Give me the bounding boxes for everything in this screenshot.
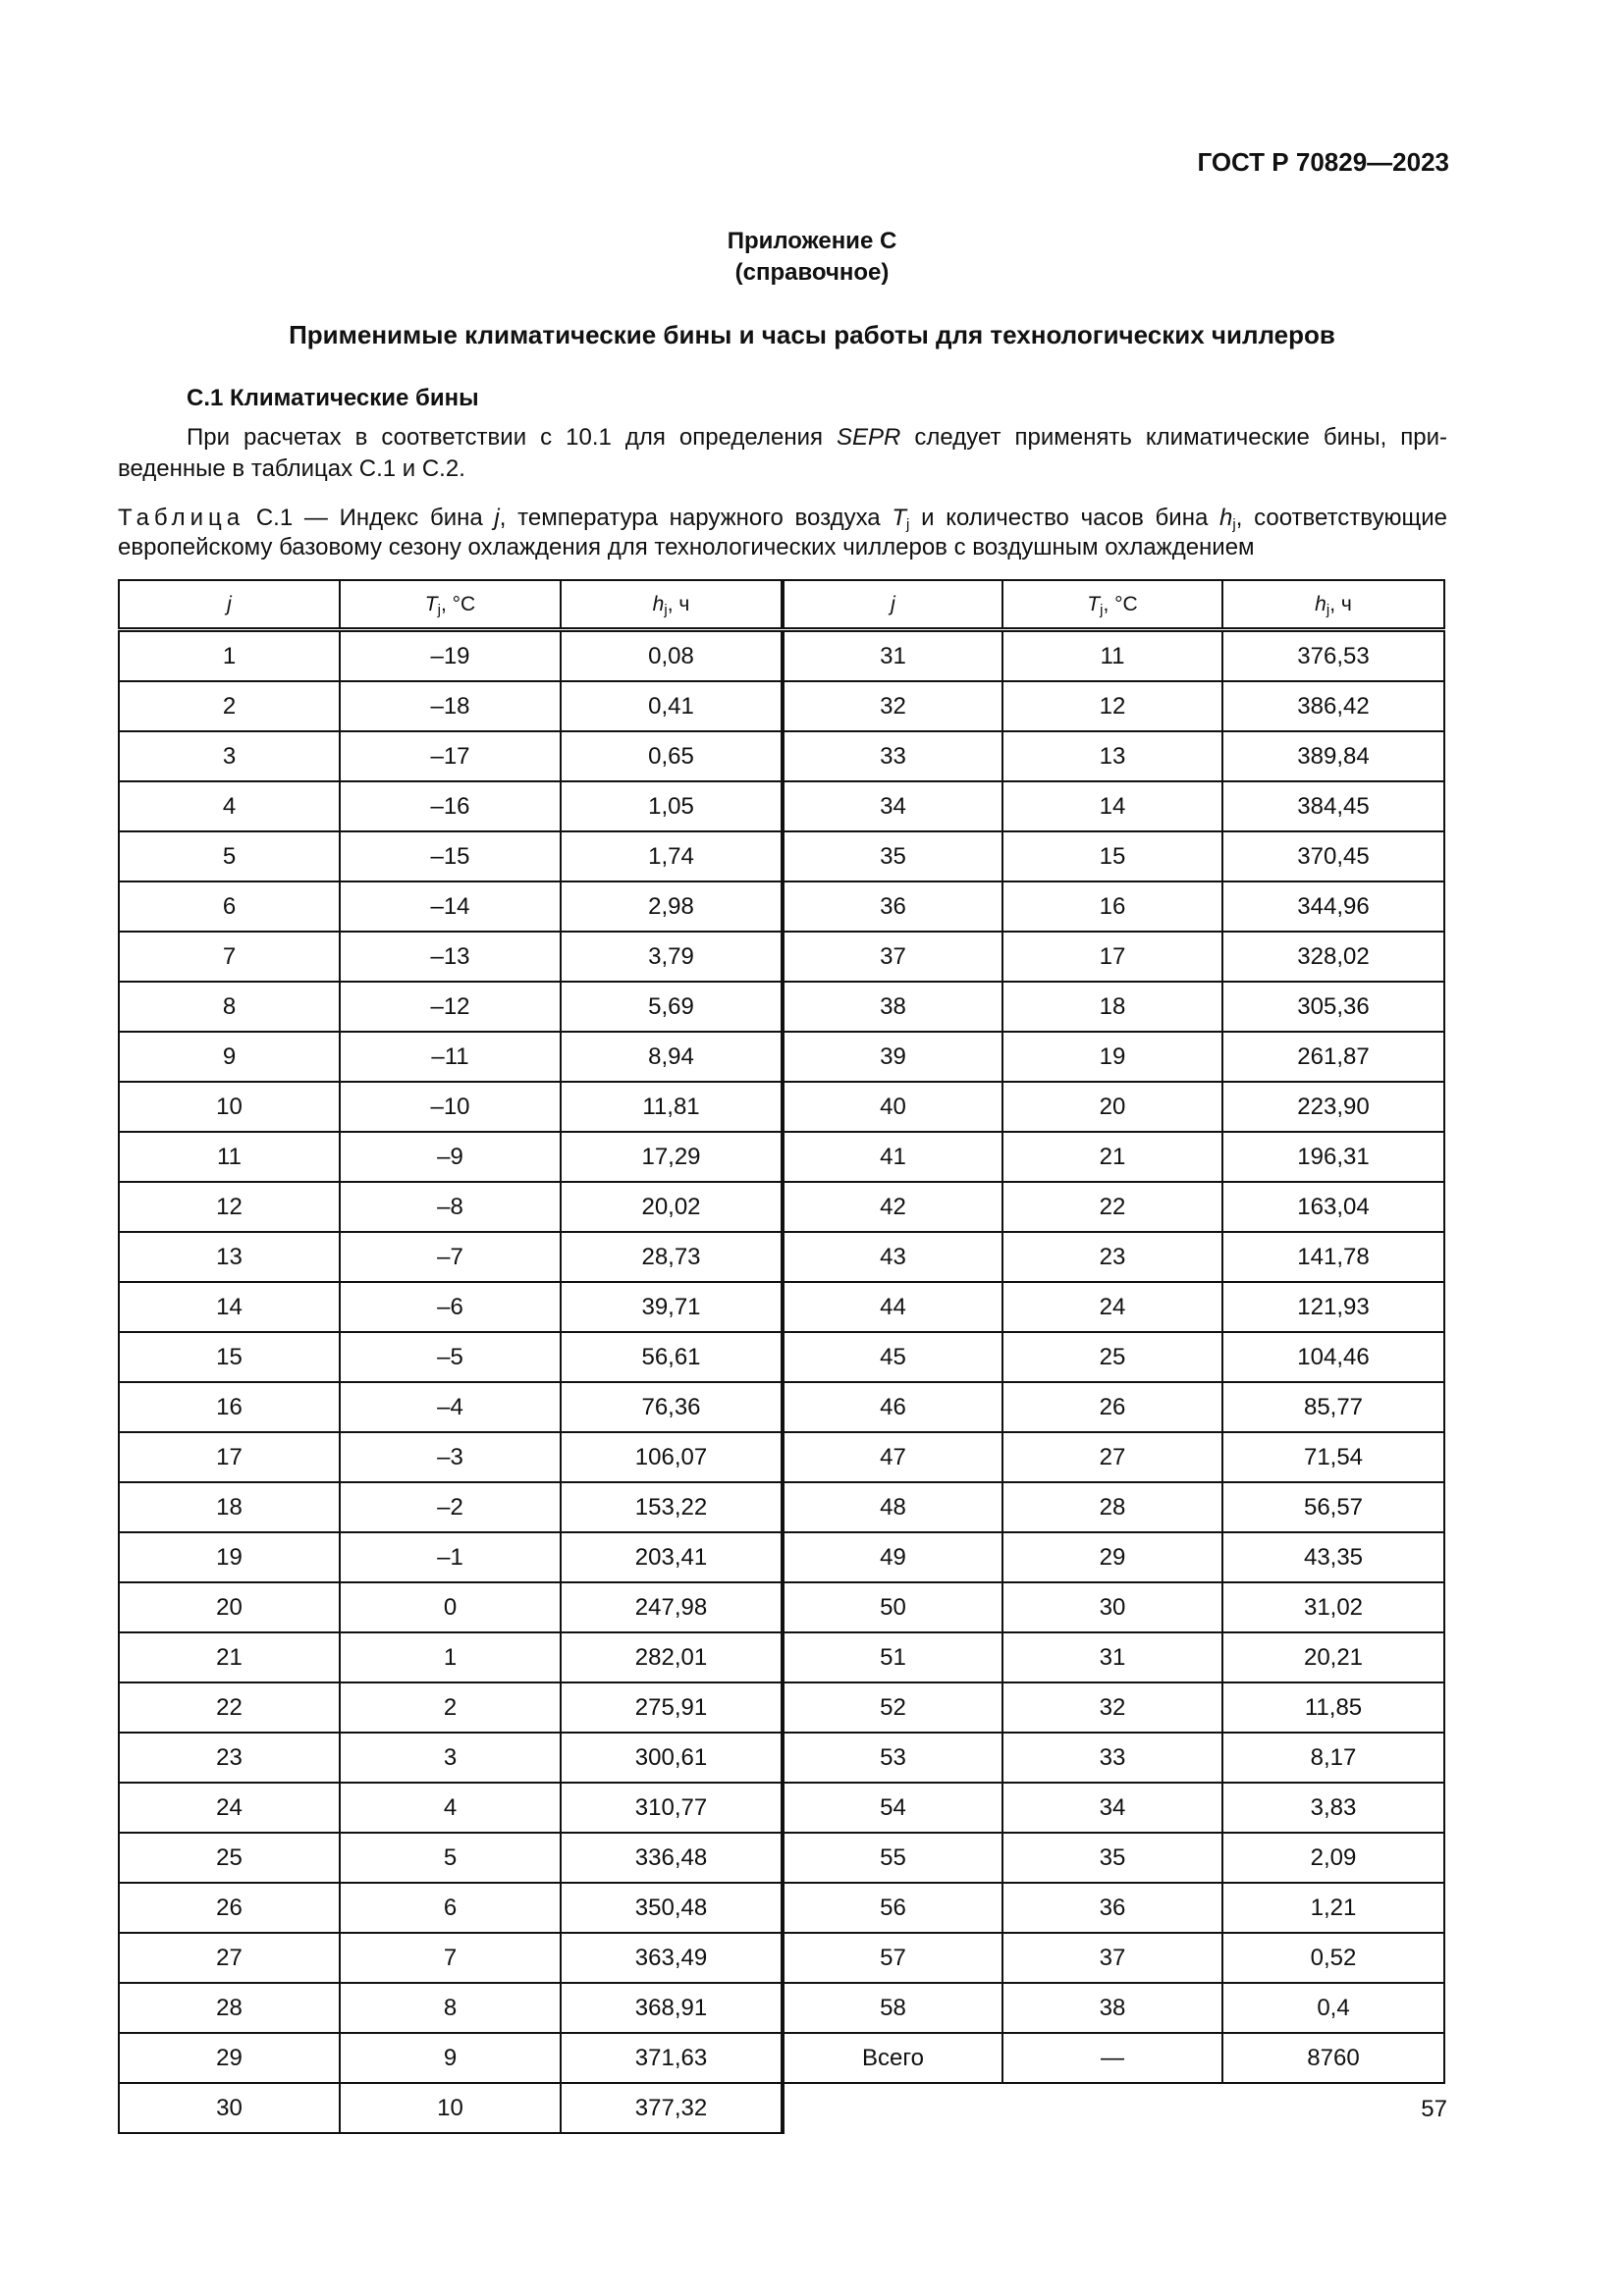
header-temperature: $T_j$, °C bbox=[340, 580, 561, 630]
table-cell: 17,29 bbox=[561, 1132, 783, 1182]
table-cell: 368,91 bbox=[561, 1983, 783, 2033]
header-temperature: $T_j$, °C bbox=[1002, 580, 1222, 630]
table-cell: –15 bbox=[340, 831, 561, 881]
table-cell: 2,98 bbox=[561, 881, 783, 932]
table-cell: 37 bbox=[783, 932, 1002, 982]
table-cell: 35 bbox=[1002, 1833, 1222, 1883]
table-cell: 153,22 bbox=[561, 1482, 783, 1532]
table-cell: –10 bbox=[340, 1082, 561, 1132]
table-cell: 223,90 bbox=[1222, 1082, 1444, 1132]
table-row bbox=[119, 1883, 1444, 1933]
table-cell: 344,96 bbox=[1222, 881, 1444, 932]
table-cell: 8 bbox=[340, 1983, 561, 2033]
table-cell: 386,42 bbox=[1222, 681, 1444, 731]
table-cell: 0,4 bbox=[1222, 1983, 1444, 2033]
table-cell: 247,98 bbox=[561, 1582, 783, 1632]
table-cell: –6 bbox=[340, 1282, 561, 1332]
table-cell: 8760 bbox=[1222, 2033, 1444, 2083]
table-cell: 46 bbox=[783, 1382, 1002, 1432]
table-cell: 32 bbox=[1002, 1682, 1222, 1733]
table-cell: 49 bbox=[783, 1532, 1002, 1582]
header-hours: $h_j$, ч bbox=[1222, 580, 1444, 630]
table-cell: 8,17 bbox=[1222, 1733, 1444, 1783]
table-cell: 31 bbox=[783, 630, 1002, 682]
table-cell: 121,93 bbox=[1222, 1282, 1444, 1332]
table-cell: –17 bbox=[340, 731, 561, 781]
header-hours: $h_j$, ч bbox=[561, 580, 783, 630]
table-row bbox=[119, 1733, 1444, 1783]
table-cell: 104,46 bbox=[1222, 1332, 1444, 1382]
table-cell: 3 bbox=[119, 731, 340, 781]
annex-type: (справочное) bbox=[734, 259, 890, 286]
table-row bbox=[119, 1482, 1444, 1532]
table-cell: 377,32 bbox=[561, 2083, 783, 2133]
table-cell: 56,61 bbox=[561, 1332, 783, 1382]
table-cell: 13 bbox=[1002, 731, 1222, 781]
table-cell: 39,71 bbox=[561, 1282, 783, 1332]
table-row bbox=[119, 781, 1444, 831]
table-row bbox=[119, 1382, 1444, 1432]
table-cell: 24 bbox=[1002, 1282, 1222, 1332]
table-cell: 31,02 bbox=[1222, 1582, 1444, 1632]
table-row bbox=[119, 1232, 1444, 1282]
table-cell: 7 bbox=[119, 932, 340, 982]
table-cell: 27 bbox=[1002, 1432, 1222, 1482]
table-cell: 51 bbox=[783, 1632, 1002, 1682]
table-cell: 2 bbox=[340, 1682, 561, 1733]
annex-label: Приложение С bbox=[727, 228, 897, 254]
table-cell: 0,08 bbox=[561, 630, 783, 682]
table-cell: 18 bbox=[1002, 982, 1222, 1032]
table-cell: — bbox=[1002, 2033, 1222, 2083]
table-row bbox=[119, 1682, 1444, 1733]
table-cell: 33 bbox=[783, 731, 1002, 781]
table-cell: 196,31 bbox=[1222, 1132, 1444, 1182]
table-cell: 14 bbox=[119, 1282, 340, 1332]
table-row bbox=[119, 1983, 1444, 2033]
table-cell: 32 bbox=[783, 681, 1002, 731]
table-cell: 71,54 bbox=[1222, 1432, 1444, 1482]
annex-title: Применимые климатические бины и часы работы для технологических чиллеров bbox=[289, 320, 1335, 349]
table-cell: 350,48 bbox=[561, 1883, 783, 1933]
table-cell: –14 bbox=[340, 881, 561, 932]
table-row bbox=[119, 1032, 1444, 1082]
header-j: j bbox=[119, 580, 340, 630]
table-header-row bbox=[119, 580, 1444, 630]
table-row bbox=[119, 731, 1444, 781]
table-cell: 1 bbox=[340, 1632, 561, 1682]
caption-line-1: Таблица С.1 — Индекс бина j, температура наружного воздуха $T_j$ и количество часов бина $h_j$, соответствующие bbox=[118, 505, 1448, 533]
table-cell: –11 bbox=[340, 1032, 561, 1082]
table-cell: 12 bbox=[1002, 681, 1222, 731]
table-cell: 275,91 bbox=[561, 1682, 783, 1733]
table-cell: –2 bbox=[340, 1482, 561, 1532]
table-cell: 35 bbox=[783, 831, 1002, 881]
table-cell: 28 bbox=[1002, 1482, 1222, 1532]
table-row bbox=[119, 630, 1444, 682]
table-row bbox=[119, 1182, 1444, 1232]
table-cell: 44 bbox=[783, 1282, 1002, 1332]
table-cell: –7 bbox=[340, 1232, 561, 1282]
table-cell: 1,21 bbox=[1222, 1883, 1444, 1933]
table-cell: 300,61 bbox=[561, 1733, 783, 1783]
table-cell: 16 bbox=[1002, 881, 1222, 932]
table-cell: 6 bbox=[119, 881, 340, 932]
table-cell: 31 bbox=[1002, 1632, 1222, 1682]
table-cell: 336,48 bbox=[561, 1833, 783, 1883]
table-cell: 20 bbox=[119, 1582, 340, 1632]
table-cell: 363,49 bbox=[561, 1933, 783, 1983]
table-cell: 2 bbox=[119, 681, 340, 731]
table-row bbox=[119, 1532, 1444, 1582]
table-row bbox=[119, 831, 1444, 881]
section-heading: С.1 Климатические бины bbox=[187, 385, 479, 411]
table-cell: 38 bbox=[1002, 1983, 1222, 2033]
table-cell: 27 bbox=[119, 1933, 340, 1983]
table-row bbox=[119, 1432, 1444, 1482]
table-cell: 23 bbox=[119, 1733, 340, 1783]
table-cell: 53 bbox=[783, 1733, 1002, 1783]
table-cell: 0,41 bbox=[561, 681, 783, 731]
table-cell: 5 bbox=[119, 831, 340, 881]
table-cell: 17 bbox=[119, 1432, 340, 1482]
table-cell: 39 bbox=[783, 1032, 1002, 1082]
table-cell: 41 bbox=[783, 1132, 1002, 1182]
table-cell: 9 bbox=[340, 2033, 561, 2083]
paragraph-line-2: веденные в таблицах С.1 и С.2. bbox=[118, 455, 465, 482]
table-row bbox=[119, 1632, 1444, 1682]
table-cell: 282,01 bbox=[561, 1632, 783, 1682]
table-cell: 36 bbox=[783, 881, 1002, 932]
table-cell: 5,69 bbox=[561, 982, 783, 1032]
table-cell: 47 bbox=[783, 1432, 1002, 1482]
table-cell: 10 bbox=[119, 1082, 340, 1132]
table-cell: 30 bbox=[119, 2083, 340, 2133]
table-row bbox=[119, 2083, 1444, 2133]
table-row bbox=[119, 1282, 1444, 1332]
table-cell: 1,74 bbox=[561, 831, 783, 881]
table-cell: –8 bbox=[340, 1182, 561, 1232]
table-cell: 34 bbox=[783, 781, 1002, 831]
table-cell: 10 bbox=[340, 2083, 561, 2133]
table-cell: 305,36 bbox=[1222, 982, 1444, 1032]
table-cell: 17 bbox=[1002, 932, 1222, 982]
empty-cell bbox=[783, 2083, 1444, 2133]
table-cell: 43,35 bbox=[1222, 1532, 1444, 1582]
table-caption bbox=[118, 504, 1447, 562]
table-cell: 56 bbox=[783, 1883, 1002, 1933]
table-cell: –4 bbox=[340, 1382, 561, 1432]
table-cell: –1 bbox=[340, 1532, 561, 1582]
table-cell: 38 bbox=[783, 982, 1002, 1032]
table-cell: 11,81 bbox=[561, 1082, 783, 1132]
table-cell: 0,65 bbox=[561, 731, 783, 781]
table-cell: –5 bbox=[340, 1332, 561, 1382]
table-row bbox=[119, 932, 1444, 982]
table-cell: 20 bbox=[1002, 1082, 1222, 1132]
page-number: 57 bbox=[1421, 2096, 1447, 2122]
table-row bbox=[119, 1082, 1444, 1132]
table-cell: 12 bbox=[119, 1182, 340, 1232]
table-cell: 328,02 bbox=[1222, 932, 1444, 982]
table-cell: –12 bbox=[340, 982, 561, 1032]
table-cell: 376,53 bbox=[1222, 630, 1444, 682]
table-cell: 6 bbox=[340, 1883, 561, 1933]
table-cell: 384,45 bbox=[1222, 781, 1444, 831]
table-cell: 15 bbox=[119, 1332, 340, 1382]
table-cell: 11 bbox=[1002, 630, 1222, 682]
table-cell: –13 bbox=[340, 932, 561, 982]
table-row bbox=[119, 2033, 1444, 2083]
table-cell: 29 bbox=[119, 2033, 340, 2083]
table-cell: 19 bbox=[1002, 1032, 1222, 1082]
table-cell: 28,73 bbox=[561, 1232, 783, 1282]
table-row bbox=[119, 1783, 1444, 1833]
table-cell: 310,77 bbox=[561, 1783, 783, 1833]
table-cell: 76,36 bbox=[561, 1382, 783, 1432]
table-cell: 56,57 bbox=[1222, 1482, 1444, 1532]
table-cell: 5 bbox=[340, 1833, 561, 1883]
table-cell: 20,02 bbox=[561, 1182, 783, 1232]
table-row bbox=[119, 982, 1444, 1032]
table-cell: 16 bbox=[119, 1382, 340, 1432]
table-cell: 7 bbox=[340, 1933, 561, 1983]
table-cell: 26 bbox=[119, 1883, 340, 1933]
body-paragraph bbox=[118, 422, 1447, 485]
standard-designation: ГОСТ Р 70829—2023 bbox=[1197, 147, 1449, 177]
caption-line-2: европейскому базовому сезону охлаждения для технологических чиллеров с воздушным охлаждением bbox=[118, 534, 1255, 561]
table-cell: 13 bbox=[119, 1232, 340, 1282]
table-cell: 26 bbox=[1002, 1382, 1222, 1432]
table-cell: 52 bbox=[783, 1682, 1002, 1733]
table-cell: 34 bbox=[1002, 1783, 1222, 1833]
table-cell: 106,07 bbox=[561, 1432, 783, 1482]
table-cell: 23 bbox=[1002, 1232, 1222, 1282]
table-cell: 1,05 bbox=[561, 781, 783, 831]
table-cell: 371,63 bbox=[561, 2033, 783, 2083]
table-cell: –19 bbox=[340, 630, 561, 682]
table-cell: 33 bbox=[1002, 1733, 1222, 1783]
table-cell: 370,45 bbox=[1222, 831, 1444, 881]
table-row bbox=[119, 1582, 1444, 1632]
table-cell: 389,84 bbox=[1222, 731, 1444, 781]
table-cell: 15 bbox=[1002, 831, 1222, 881]
table-cell: 30 bbox=[1002, 1582, 1222, 1632]
table-cell: 54 bbox=[783, 1783, 1002, 1833]
table-cell: –9 bbox=[340, 1132, 561, 1182]
table-cell: 55 bbox=[783, 1833, 1002, 1883]
table-cell: 85,77 bbox=[1222, 1382, 1444, 1432]
table-cell: 20,21 bbox=[1222, 1632, 1444, 1682]
table-cell: 2,09 bbox=[1222, 1833, 1444, 1883]
table-cell: 22 bbox=[119, 1682, 340, 1733]
table-cell: 0 bbox=[340, 1582, 561, 1632]
table-cell: 21 bbox=[1002, 1132, 1222, 1182]
table-cell: 28 bbox=[119, 1983, 340, 2033]
table-cell: 163,04 bbox=[1222, 1182, 1444, 1232]
table-cell: 25 bbox=[1002, 1332, 1222, 1382]
table-cell: 57 bbox=[783, 1933, 1002, 1983]
table-cell: 36 bbox=[1002, 1883, 1222, 1933]
table-cell: 58 bbox=[783, 1983, 1002, 2033]
table-row bbox=[119, 1933, 1444, 1983]
table-cell: 3,83 bbox=[1222, 1783, 1444, 1833]
table-cell: 37 bbox=[1002, 1933, 1222, 1983]
table-cell: 203,41 bbox=[561, 1532, 783, 1582]
table-row bbox=[119, 1833, 1444, 1883]
table-cell: –18 bbox=[340, 681, 561, 731]
table-cell: 1 bbox=[119, 630, 340, 682]
table-row bbox=[119, 1332, 1444, 1382]
table-cell: 21 bbox=[119, 1632, 340, 1682]
table-cell: 11,85 bbox=[1222, 1682, 1444, 1733]
table-cell: 50 bbox=[783, 1582, 1002, 1632]
table-cell: 8,94 bbox=[561, 1032, 783, 1082]
table-cell: 22 bbox=[1002, 1182, 1222, 1232]
table-cell: 8 bbox=[119, 982, 340, 1032]
header-j: j bbox=[783, 580, 1002, 630]
table-cell: 4 bbox=[119, 781, 340, 831]
table-cell: Всего bbox=[783, 2033, 1002, 2083]
table-cell: 24 bbox=[119, 1783, 340, 1833]
table-cell: 14 bbox=[1002, 781, 1222, 831]
table-cell: 9 bbox=[119, 1032, 340, 1082]
table-cell: 29 bbox=[1002, 1532, 1222, 1582]
table-cell: 48 bbox=[783, 1482, 1002, 1532]
table-cell: 40 bbox=[783, 1082, 1002, 1132]
paragraph-line-1: При расчетах в соответствии с 10.1 для определения SEPR следует применять климатические бины, при- bbox=[187, 424, 1447, 451]
table-row bbox=[119, 1132, 1444, 1182]
table-cell: 261,87 bbox=[1222, 1032, 1444, 1082]
table-cell: 45 bbox=[783, 1332, 1002, 1382]
table-cell: 141,78 bbox=[1222, 1232, 1444, 1282]
table-cell: –16 bbox=[340, 781, 561, 831]
table-cell: 43 bbox=[783, 1232, 1002, 1282]
table-cell: 18 bbox=[119, 1482, 340, 1532]
table-cell: 4 bbox=[340, 1783, 561, 1833]
table-cell: 11 bbox=[119, 1132, 340, 1182]
table-row bbox=[119, 881, 1444, 932]
climate-bins-table bbox=[118, 579, 1445, 2134]
table-cell: –3 bbox=[340, 1432, 561, 1482]
table-cell: 42 bbox=[783, 1182, 1002, 1232]
table-cell: 25 bbox=[119, 1833, 340, 1883]
table-cell: 19 bbox=[119, 1532, 340, 1582]
table-cell: 0,52 bbox=[1222, 1933, 1444, 1983]
table-cell: 3,79 bbox=[561, 932, 783, 982]
table-cell: 3 bbox=[340, 1733, 561, 1783]
table-row bbox=[119, 681, 1444, 731]
